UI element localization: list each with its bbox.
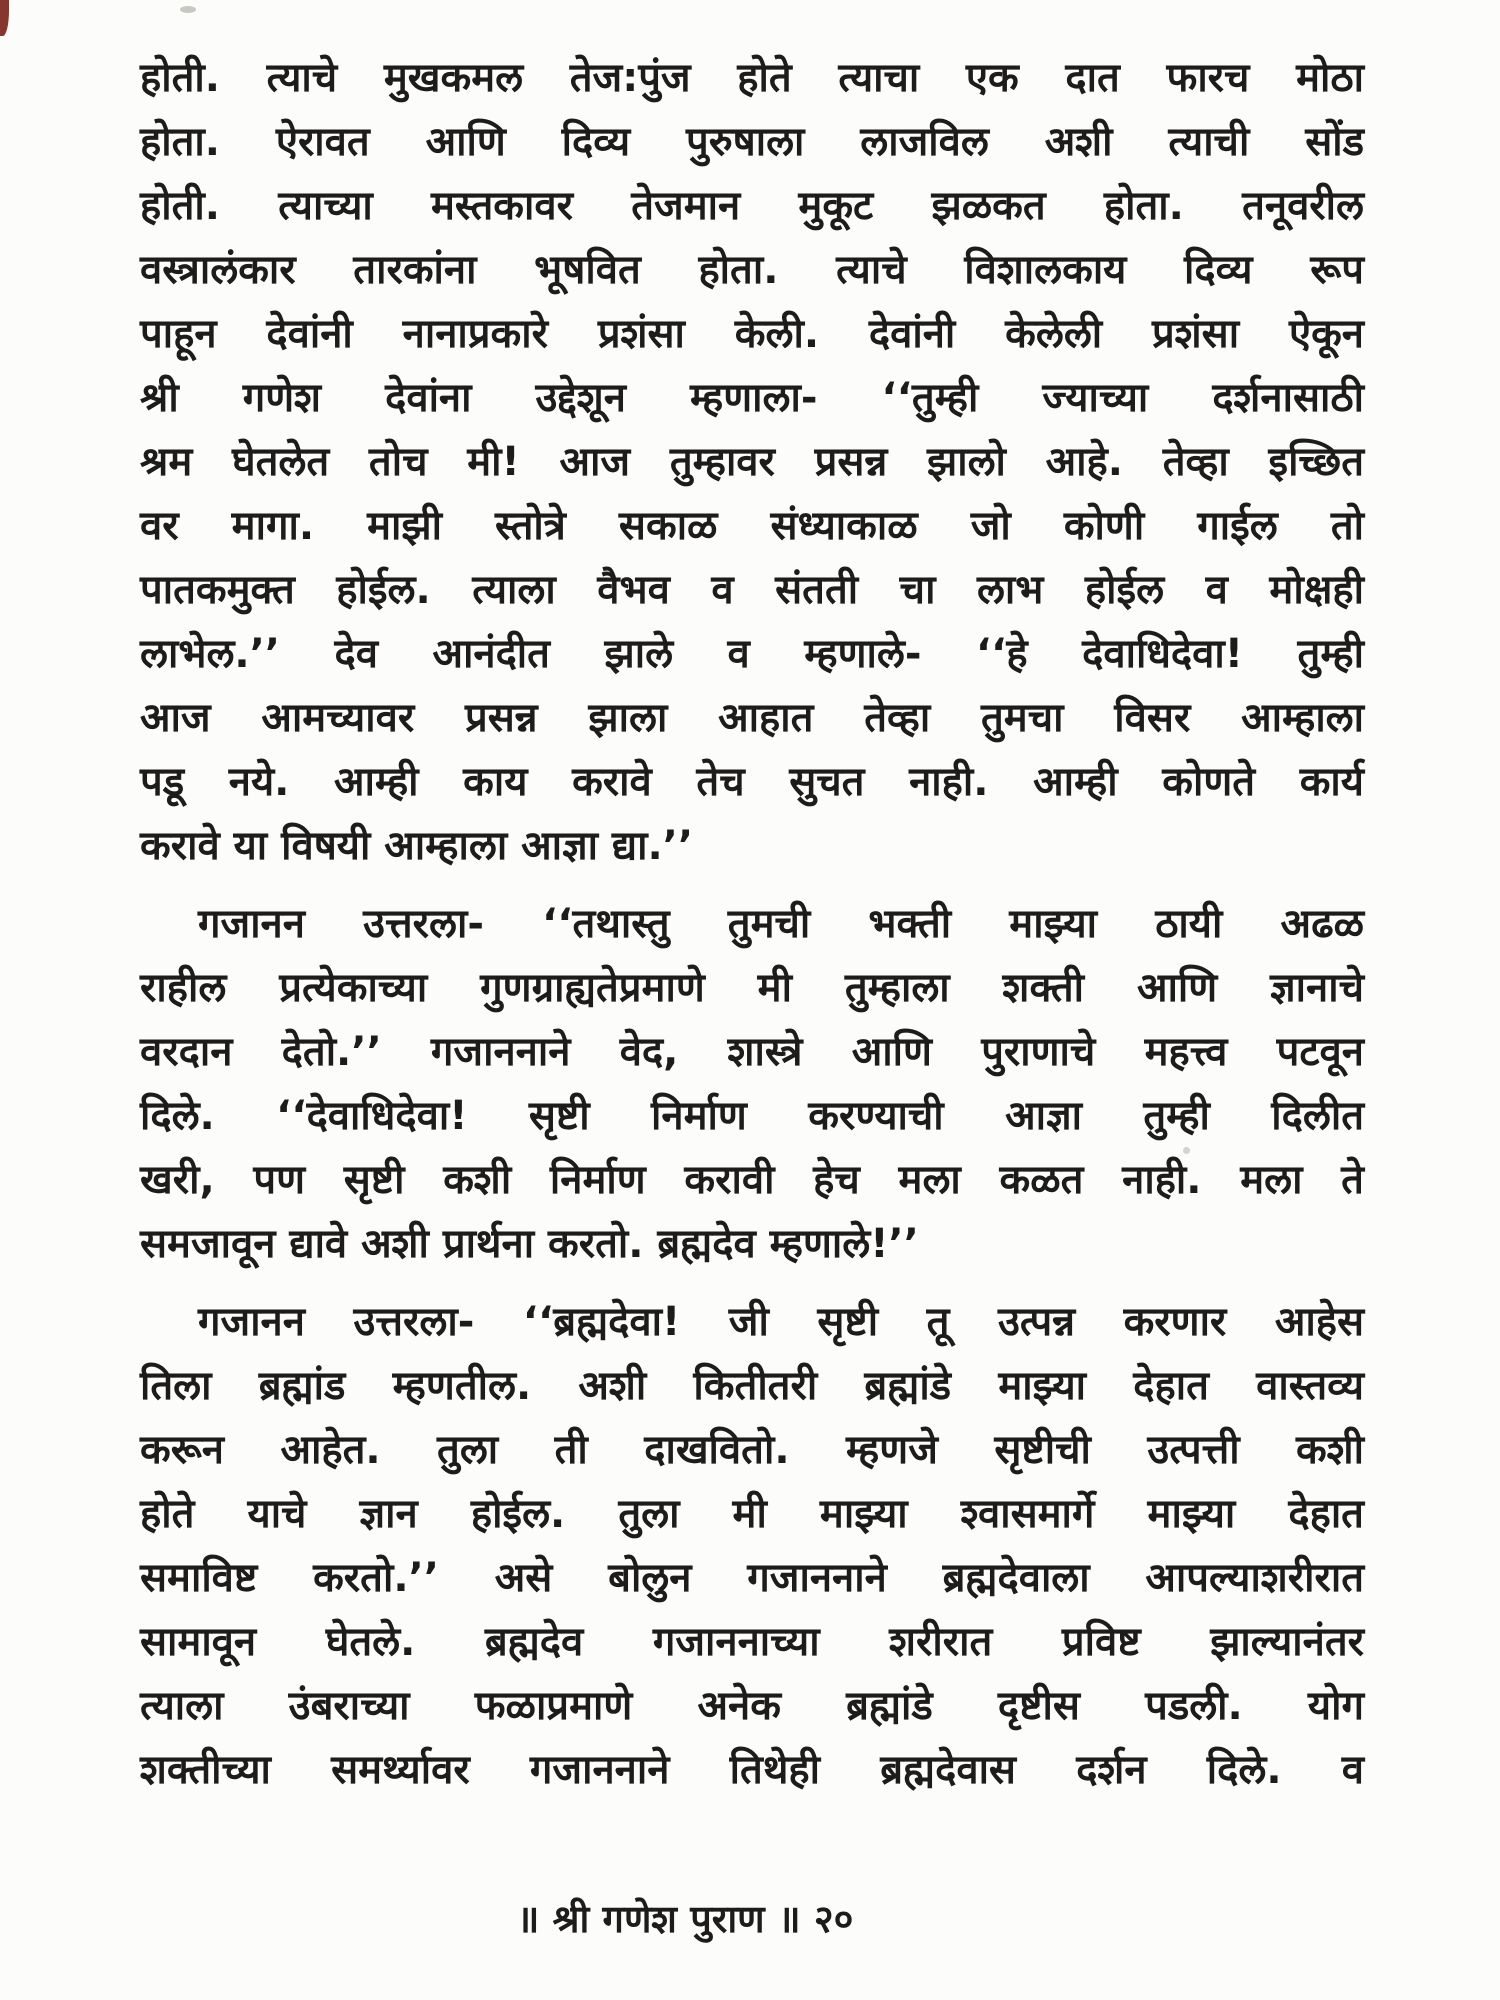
text-line: पाहून देवांनी नानाप्रकारे प्रशंसा केली. देवांनी केलेली प्रशंसा ऐकून	[140, 311, 1364, 357]
text-line: तिला ब्रह्मांड म्हणतील. अशी कितीतरी ब्रह्मांडे माझ्या देहात वास्तव्य	[140, 1363, 1364, 1409]
text-line: दिले. ‘‘देवाधिदेवा! सृष्टी निर्माण करण्याची आज्ञा तुम्ही दिलीत	[140, 1093, 1364, 1139]
text-line: त्याला उंबराच्या फळाप्रमाणे अनेक ब्रह्मांडे दृष्टीस पडली. योग	[140, 1683, 1364, 1729]
text-line: वरदान देतो.’’ गजाननाने वेद, शास्त्रे आणि पुराणाचे महत्त्व पटवून	[140, 1029, 1364, 1075]
text-line: पातकमुक्त होईल. त्याला वैभव व संतती चा लाभ होईल व मोक्षही	[140, 567, 1364, 613]
scan-smudge-artifact	[180, 6, 196, 13]
text-line: राहील प्रत्येकाच्या गुणग्राह्यतेप्रमाणे मी तुम्हाला शक्ती आणि ज्ञानाचे	[140, 965, 1364, 1011]
text-line: होता. ऐरावत आणि दिव्य पुरुषाला लाजविल अशी त्याची सोंड	[140, 119, 1364, 165]
text-line: वस्त्रालंकार तारकांना भूषवित होता. त्याचे विशालकाय दिव्य रूप	[140, 247, 1364, 293]
text-line: गजानन उत्तरला- ‘‘ब्रह्मदेवा! जी सृष्टी तू उत्पन्न करणार आहेस	[198, 1299, 1364, 1345]
paragraph-2	[140, 892, 1364, 1276]
text-line: सामावून घेतले. ब्रह्मदेव गजाननाच्या शरीरात प्रविष्ट झाल्यानंतर	[140, 1619, 1364, 1665]
text-line: होते याचे ज्ञान होईल. तुला मी माझ्या श्वासमार्गे माझ्या देहात	[140, 1491, 1364, 1537]
text-line: लाभेल.’’ देव आनंदीत झाले व म्हणाले- ‘‘हे देवाधिदेवा! तुम्ही	[140, 631, 1364, 677]
text-line: होती. त्याच्या मस्तकावर तेजमान मुकूट झळकत होता. तनूवरील	[140, 183, 1364, 229]
text-line: श्री गणेश देवांना उद्देशून म्हणाला- ‘‘तुम्ही ज्याच्या दर्शनासाठी	[140, 375, 1364, 421]
text-line: श्रम घेतलेत तोच मी! आज तुम्हावर प्रसन्न झालो आहे. तेव्हा इच्छित	[140, 439, 1364, 485]
page-footer	[0, 1892, 1500, 1944]
text-line: खरी, पण सृष्टी कशी निर्माण करावी हेच मला कळत नाही. मला ते	[140, 1157, 1364, 1203]
text-line: होती. त्याचे मुखकमल तेज:पुंज होते त्याचा एक दात फारच मोठा	[140, 55, 1364, 101]
footer-text: ॥ श्री गणेश पुराण ॥ २०	[516, 1897, 854, 1941]
scan-corner-artifact	[0, 0, 9, 36]
text-line: शक्तीच्या समर्थ्यावर गजाननाने तिथेही ब्रह्मदेवास दर्शन दिले. व	[140, 1747, 1364, 1793]
text-line: गजानन उत्तरला- ‘‘तथास्तु तुमची भक्ती माझ्या ठायी अढळ	[198, 901, 1364, 947]
text-line: वर मागा. माझी स्तोत्रे सकाळ संध्याकाळ जो कोणी गाईल तो	[140, 503, 1364, 549]
text-line: समजावून द्यावे अशी प्रार्थना करतो. ब्रह्मदेव म्हणाले!’’	[140, 1221, 919, 1267]
paragraph-1	[140, 46, 1364, 878]
text-line: आज आमच्यावर प्रसन्न झाला आहात तेव्हा तुमचा विसर आम्हाला	[140, 695, 1364, 741]
text-line: पडू नये. आम्ही काय करावे तेच सुचत नाही. आम्ही कोणते कार्य	[140, 759, 1364, 805]
text-line: समाविष्ट करतो.’’ असे बोलुन गजाननाने ब्रह्मदेवाला आपल्याशरीरात	[140, 1555, 1364, 1601]
body-text	[140, 46, 1364, 1802]
paragraph-3	[140, 1290, 1364, 1802]
text-line: करून आहेत. तुला ती दाखवितो. म्हणजे सृष्टीची उत्पत्ती कशी	[140, 1427, 1364, 1473]
text-line: करावे या विषयी आम्हाला आज्ञा द्या.’’	[140, 823, 694, 869]
